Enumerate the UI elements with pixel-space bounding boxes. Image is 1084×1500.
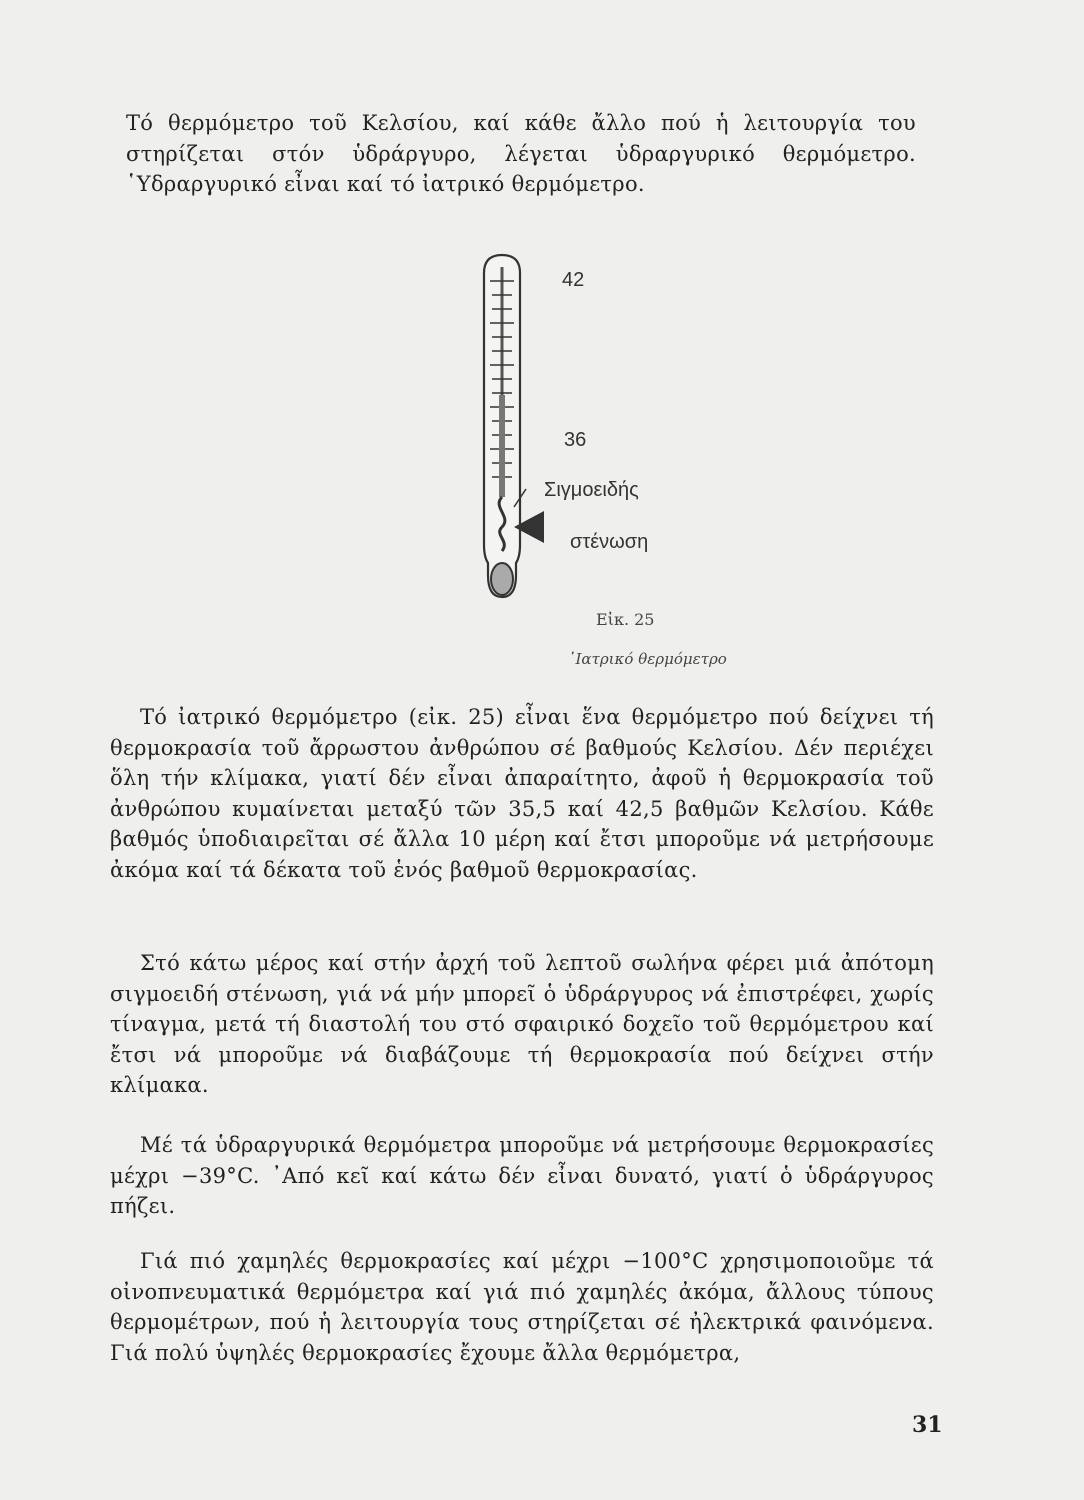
figure-caption-title: ᾿Ιατρικό θερμόμετρο: [568, 650, 727, 668]
paragraph-mercury-limit: Μέ τά ὑδραργυρικά θερμόμετρα μποροῦμε νά μετρήσουμε θερμοκρασίες μέχρι −39°C. ᾿Από κεῖ καί κάτω δέν εἶναι δυνατό, γιατί ὁ ὑδράργυρος πήζει.: [110, 1133, 934, 1218]
scale-label-36: 36: [564, 429, 587, 451]
paragraph-other-thermometers: Γιά πιό χαμηλές θερμοκρασίες καί μέχρι −100°C χρησιμοποιοῦμε τά οἰνοπνευματικά θερμόμετρα καί γιά πιό χαμηλές ἀκόμα, ἄλλους τύπους θερμομέτρων, πού ἡ λειτουργία τους στηρίζεται σέ ἠλεκτρικά φαινόμενα. Γιά πολύ ὑψηλές θερμοκρασίες ἔχουμε ἄλλα θερμόμετρα,: [110, 1249, 934, 1365]
paragraph-constriction: Στό κάτω μέρος καί στήν ἀρχή τοῦ λεπτοῦ σωλήνα φέρει μιά ἀπότομη σιγμοειδή στένωση, γιά νά μήν μπορεῖ ὁ ὑδράργυρος νά ἐπιστρέφει, χωρίς τίναγμα, μετά τή διαστολή του στό σφαιρικό δοχεῖο τοῦ θερμόμετρου καί ἔτσι νά μποροῦμε νά διαβάζουμε τή θερμοκρασία πού δείχνει στήν κλίμακα.: [110, 951, 934, 1097]
paragraph-medical-thermometer: Τό ἰατρικό θερμόμετρο (εἰκ. 25) εἶναι ἕνα θερμόμετρο πού δείχνει τή θερμοκρασία τοῦ ἄρρωστου ἀνθρώπου σέ βαθμούς Κελσίου. Δέν περιέχει ὅλη τήν κλίμακα, γιατί δέν εἶναι ἀπαραίτητο, ἀφοῦ ἡ θερμοκρασία τοῦ ἀνθρώπου κυμαίνεται μεταξύ τῶν 35,5 καί 42,5 βαθμῶν Κελσίου. Κάθε βαθμός ὑποδιαιρεῖται σέ ἄλλα 10 μέρη καί ἔτσι μποροῦμε νά μετρήσουμε ἀκόμα καί τά δέκατα τοῦ ἑνός βαθμοῦ θερμοκρασίας.: [110, 705, 934, 882]
label-sigmoid: Σιγμοειδής: [544, 479, 639, 501]
scale-label-42: 42: [562, 269, 585, 291]
label-stenosis: στένωση: [570, 531, 649, 553]
page-number: 31: [912, 1412, 943, 1438]
paragraph-mercury-thermometer: Τό θερμόμετρο τοῦ Κελσίου, καί κάθε ἄλλο πού ἡ λειτουργία του στηρίζεται στόν ὑδράργυρο, λέγεται ὑδραργυρικό θερμόμετρο. ῾Υδραργυρικό εἶναι καί τό ἰατρικό θερμόμετρο.: [126, 111, 916, 196]
figure-caption-number: Εἰκ. 25: [596, 610, 655, 629]
thermometer-figure: [470, 245, 730, 605]
